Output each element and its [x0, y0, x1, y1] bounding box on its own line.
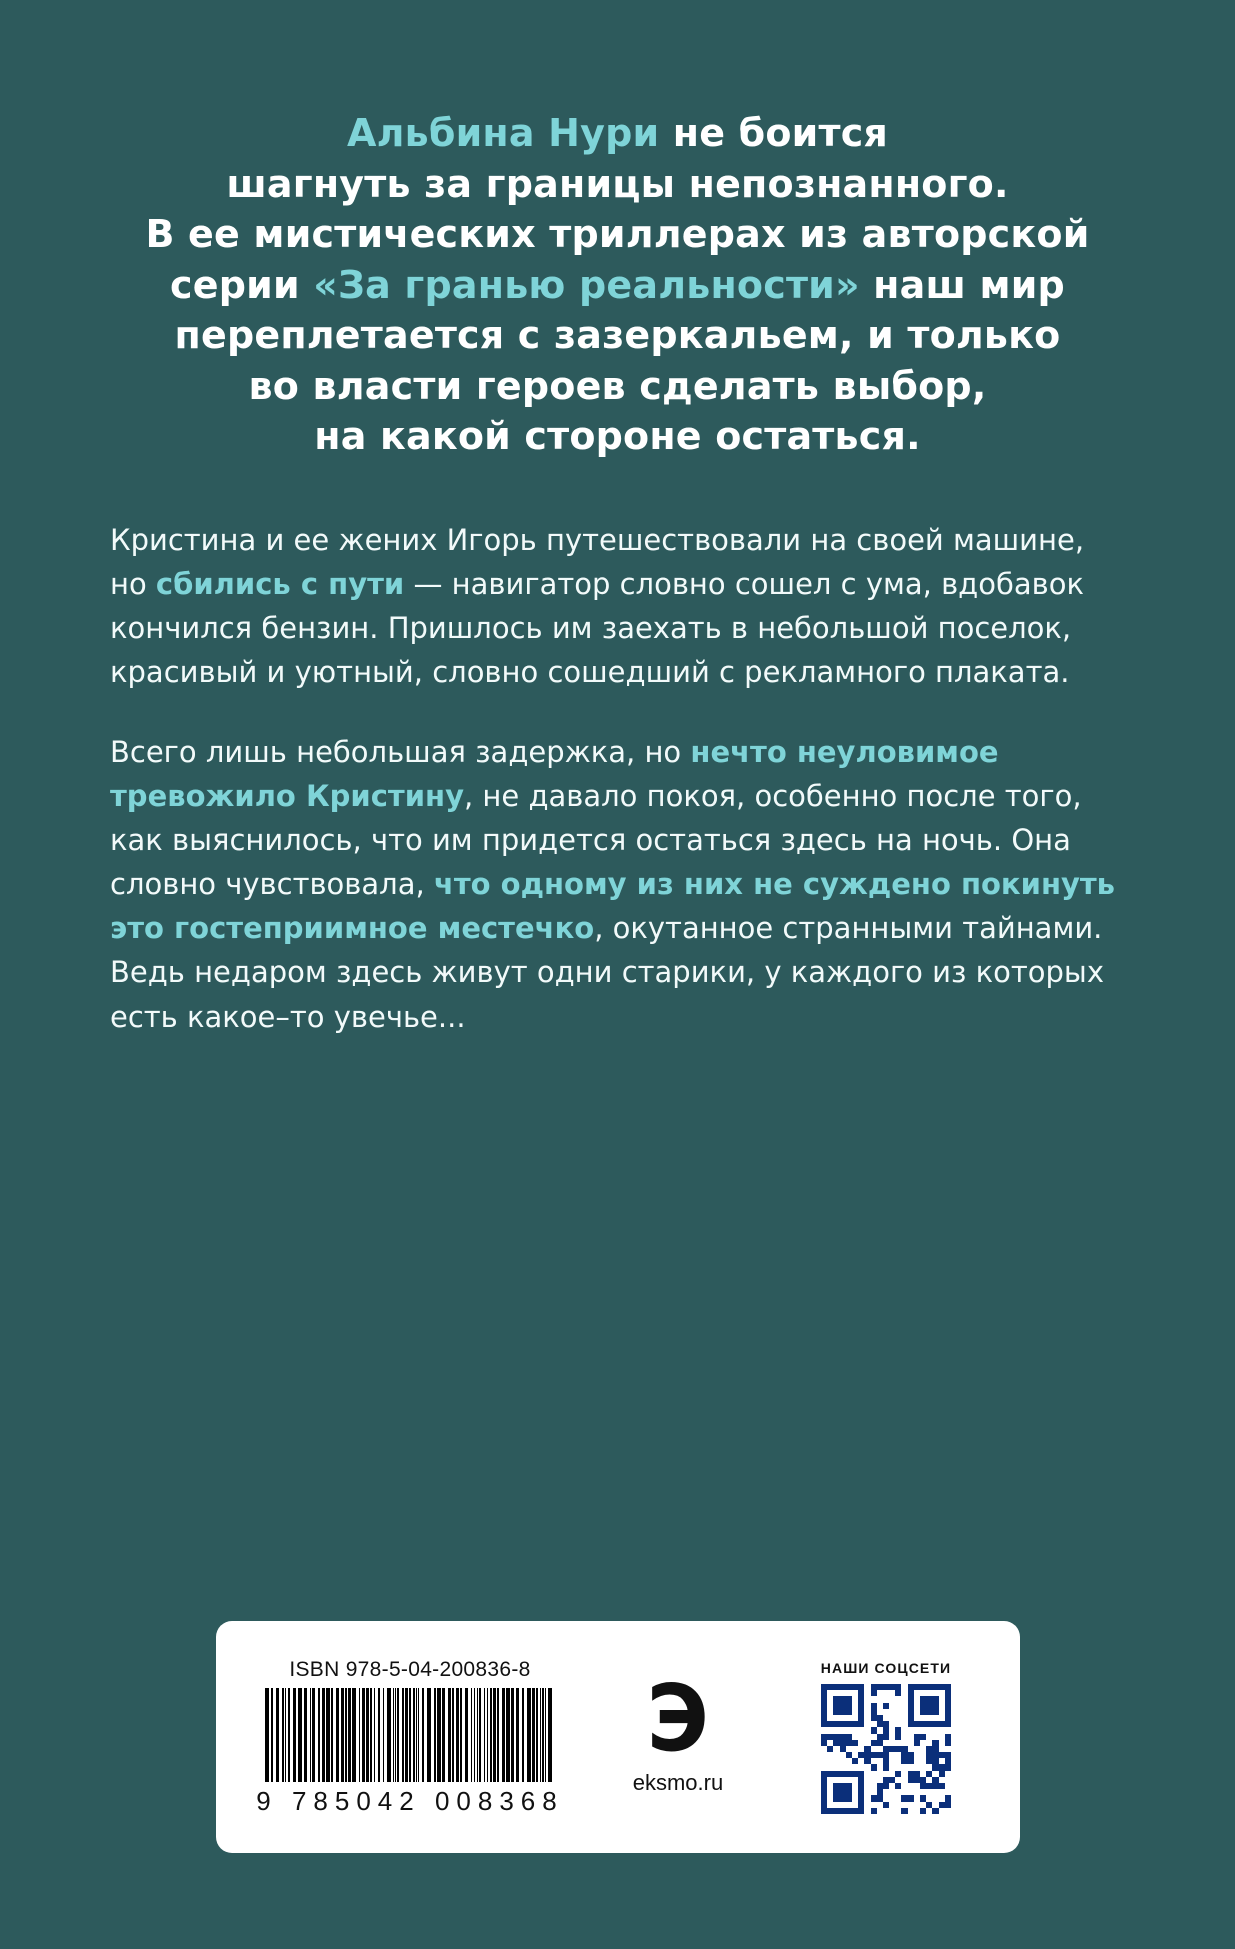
- barcode-bars: [265, 1688, 555, 1782]
- social-block: [786, 1660, 986, 1814]
- blurb-p2-highlight-1: нечто неуловимое тревожило Кристину: [110, 735, 999, 814]
- headline-line-5: переплетается с зазеркальем, и только: [174, 313, 1061, 358]
- blurb-paragraph-2: [110, 730, 1125, 1039]
- headline-line-1: [96, 108, 1139, 159]
- social-title: НАШИ СОЦСЕТИ: [820, 1660, 952, 1676]
- blurb-p1-part-a: Кристина и ее жених Игорь путешествовали на своей машине, но: [110, 522, 1085, 601]
- blurb-p2-part-c: , окутанное странными тайнами. Ведь недаром здесь живут одни старики, у каждого из которых есть какое–то увечье...: [110, 911, 1104, 1034]
- headline-line-4: [96, 260, 1139, 311]
- barcode-digits: 9 785042 008368: [256, 1785, 564, 1816]
- blurb-block: [110, 518, 1125, 1075]
- blurb-p1-highlight: сбились с пути: [155, 566, 405, 601]
- blurb-p2-part-b: , не давало покоя, особенно после того, как выяснилось, что им придется остаться здесь на ночь. Она словно чувствовала,: [110, 779, 1082, 902]
- publisher-website: eksmo.ru: [632, 1770, 724, 1796]
- series-title: «За гранью реальности»: [313, 262, 860, 307]
- publisher-logo: [570, 1664, 786, 1797]
- isbn-text: ISBN 978-5-04-200836-8: [289, 1657, 531, 1681]
- blurb-p2-highlight-2: что одному из них не суждено покинуть это гостеприимное местечко: [110, 867, 1116, 946]
- blurb-p2-part-a: Всего лишь небольшая задержка, но: [110, 735, 691, 770]
- headline-line-2: шагнуть за границы непознанного.: [226, 161, 1009, 206]
- headline-line-3: В ее мистических триллерах из авторской: [145, 212, 1090, 257]
- qr-code-icon[interactable]: [821, 1684, 951, 1814]
- barcode-block: [250, 1658, 570, 1817]
- blurb-paragraph-1: [110, 518, 1125, 694]
- headline-line-4-pre: серии: [170, 262, 314, 307]
- headline-line-7: на какой стороне остаться.: [314, 414, 921, 459]
- headline-block: [96, 108, 1139, 462]
- eksmo-logo-icon: Э: [646, 1664, 710, 1772]
- footer-panel: [216, 1621, 1020, 1853]
- headline-line-1-rest: не боится: [659, 111, 889, 155]
- headline-line-6: во власти героев сделать выбор,: [248, 363, 987, 408]
- blurb-p1-part-b: — навигатор словно сошел с ума, вдобавок кончился бензин. Пришлось им заехать в небольшой поселок, красивый и уютный, словно сошедший с рекламного плаката.: [110, 566, 1084, 689]
- headline-line-4-post: наш мир: [859, 262, 1065, 307]
- author-name: Альбина Нури: [346, 111, 660, 155]
